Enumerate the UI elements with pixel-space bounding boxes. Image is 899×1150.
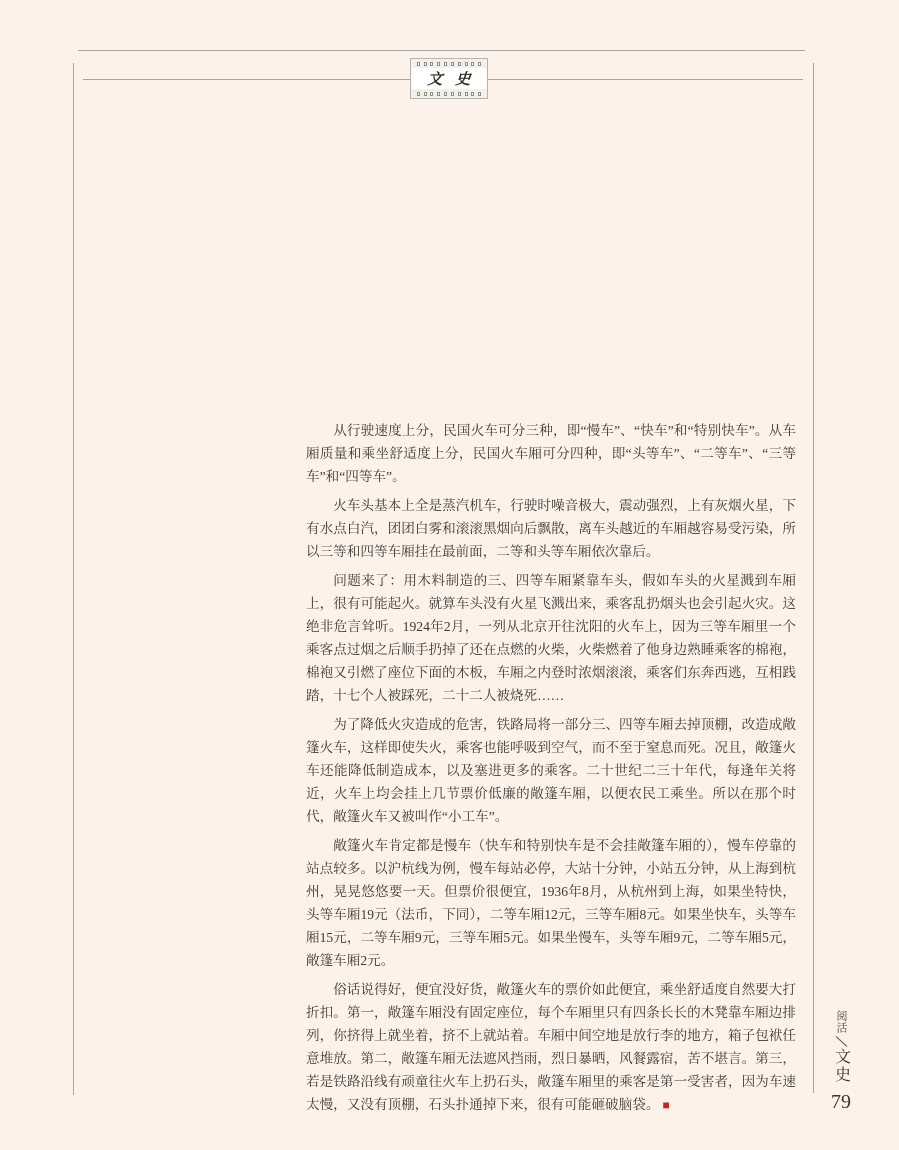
paragraph	[306, 978, 796, 1117]
right-margin-rule	[813, 63, 814, 1093]
paragraph-text: 俗话说得好，便宜没好货，敞篷火车的票价如此便宜，乘坐舒适度自然要大打折扣。第一，敞篷车厢没有固定座位，每个车厢里只有四条长长的木凳靠车厢边排列，你挤得上就坐着，挤不上就站着。车厢中间空地是放行李的地方，箱子包袱任意堆放。第二，敞篷车厢无法遮风挡雨，烈日暴晒，风餐露宿，苦不堪言。第三，若是铁路沿线有顽童往火车上扔石头，敞篷车厢里的乘客是第一受害者，因为车速太慢，又没有顶棚，石头扑通掉下来，很有可能砸破脑袋。	[306, 982, 796, 1112]
paragraph: 从行驶速度上分，民国火车可分三种，即“慢车”、“快车”和“特别快车”。从车厢质量和乘坐舒适度上分，民国火车厢可分四种，即“头等车”、“二等车”、“三等车”和“四等车”。	[306, 423, 796, 484]
section-stamp-label: 文史	[426, 72, 484, 88]
paragraph: 敞篷火车肯定都是慢车（快车和特别快车是不会挂敞篷车厢的），慢车停靠的站点较多。以沪杭线为例，慢车每站必停，大站十分钟，小站五分钟，从上海到杭州，晃晃悠悠要一天。但票价很便宜，1936年8月，从杭州到上海，如果坐特快，头等车厢19元（法币，下同），二等车厢12元，三等车厢8元。如果坐快车，头等车厢15元，二等车厢9元，三等车厢5元。如果坐慢车，头等车厢9元，二等车厢5元，敞篷车厢2元。	[306, 838, 796, 968]
paragraph: 火车头基本上全是蒸汽机车，行驶时噪音极大，震动强烈，上有灰烟火星，下有水点白汽，团团白雾和滚滚黑烟向后飘散，离车头越近的车厢越容易受污染，所以三等和四等车厢挂在最前面，二等和头等车厢依次靠后。	[306, 498, 796, 559]
left-margin-rule	[73, 63, 74, 1095]
section-stamp	[410, 58, 488, 99]
section-label-large: 文史	[832, 1048, 850, 1084]
folio-block	[824, 1010, 858, 1114]
article-body	[306, 419, 796, 1123]
article-end-mark: ■	[662, 1098, 670, 1112]
paragraph: 为了降低火灾造成的危害，铁路局将一部分三、四等车厢去掉顶棚，改造成敞篷火车，这样即使失火，乘客也能呼吸到空气，而不至于窒息而死。况且，敞篷火车还能降低制造成本，以及塞进更多的乘客。二十世纪二三十年代，每逢年关将近，火车上均会挂上几节票价低廉的敞篷车厢，以便农民工乘坐。所以在那个时代，敞篷火车又被叫作“小工车”。	[306, 717, 796, 824]
stamp-perforation-top	[411, 59, 487, 68]
paragraph: 问题来了：用木料制造的三、四等车厢紧靠车头，假如车头的火星溅到车厢上，很有可能起火。就算车头没有火星飞溅出来，乘客乱扔烟头也会引起火灾。这绝非危言耸听。1924年2月，一列从北京开往沈阳的火车上，因为三等车厢里一个乘客点过烟之后顺手扔掉了还在点燃的火柴，火柴燃着了他身边熟睡乘客的棉袍，棉袍又引燃了座位下面的木板，车厢之内登时浓烟滚滚，乘客们东奔西逃，互相践踏，十七个人被踩死，二十二人被烧死……	[306, 573, 796, 703]
section-label-small: 阅活	[835, 1010, 847, 1034]
page-number: 79	[831, 1091, 851, 1113]
top-rule	[78, 50, 805, 51]
section-divider-slash	[835, 1036, 847, 1047]
stamp-perforation-bottom	[411, 89, 487, 98]
